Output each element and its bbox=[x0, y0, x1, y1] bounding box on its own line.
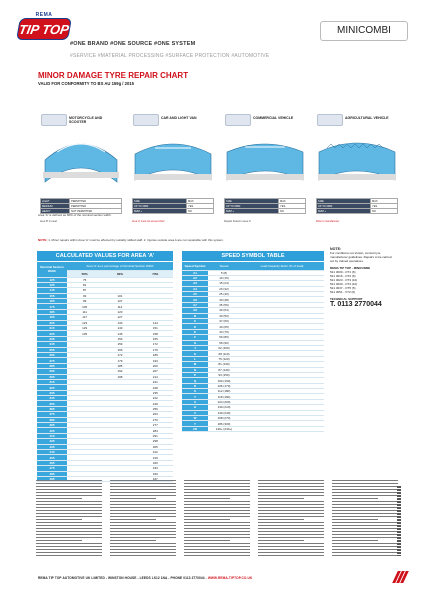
tyre-section-diagram bbox=[37, 130, 125, 194]
speed-table-row: Y 186 (300) bbox=[182, 421, 324, 426]
logo-brand-top: REMA bbox=[35, 12, 53, 18]
speed-table-title: SPEED SYMBOL TABLE bbox=[182, 251, 324, 261]
product-list bbox=[330, 270, 396, 294]
area-table-row: 205 123 133 144 bbox=[37, 320, 173, 325]
area-table-row: 465 326 bbox=[37, 460, 173, 465]
speed-table-row: H 130 (210) bbox=[182, 405, 324, 410]
area-table-row: 195 117 127 bbox=[37, 315, 173, 320]
area-table-row: 125 75 bbox=[37, 277, 173, 282]
speed-table-row: V 149 (240) bbox=[182, 410, 324, 415]
area-table-row: 345 242 bbox=[37, 396, 173, 401]
area-definition-note: Area 'A' is defined as 60% of the nominal section width. bbox=[38, 213, 112, 217]
speed-table-row: E 43 (70) bbox=[182, 329, 324, 334]
product-item: 521 3016 - OT2 (6) bbox=[330, 274, 356, 278]
panel-motorcycle bbox=[37, 92, 125, 242]
text-column bbox=[258, 480, 324, 560]
product-item: 521 3023 - OT3 (10) bbox=[330, 278, 358, 282]
speed-table-row: A2 10 (16) bbox=[182, 275, 324, 280]
speed-table-row: B 30 (50) bbox=[182, 313, 324, 318]
speed-table-row: R 106 (170) bbox=[182, 383, 324, 388]
area-table-row: 395 277 bbox=[37, 423, 173, 428]
area-table-row: 135 81 bbox=[37, 282, 173, 287]
product-item: 521 3009 - OT1 (6) bbox=[330, 270, 356, 274]
panel-agricultural bbox=[313, 92, 401, 242]
vertical-print-text bbox=[397, 486, 401, 556]
terms-text-columns bbox=[36, 480, 396, 560]
logo-badge: TIP TOP bbox=[16, 18, 72, 40]
area-table-row: 355 249 bbox=[37, 401, 173, 406]
product-item: 521 3030 - OT4 (10) bbox=[330, 282, 358, 286]
speed-table-row: A5 25 (40) bbox=[182, 292, 324, 297]
area-table-row: 185 111 120 bbox=[37, 309, 173, 314]
panel-table: SIZE MAX UP TO 6MM YES 6MM + NO bbox=[132, 198, 214, 214]
speed-table-row: A7 35 (56) bbox=[182, 302, 324, 307]
area-table-row: 335 235 bbox=[37, 390, 173, 395]
area-values-table: Nominal Section Width Area 'A' as a percentage of Nominal Section Width 50% 60% 70% 125 75 135 81 145 87 155 93 101 165 99 107 175 105 114 185 111 120 195 117 127 205 123 133 144 215 129 140 151 225 135 146 158 235 153 165 245 159 172 255 166 179 265 172 186 275 179 193 285 185 200 295 192 207 305 198 214 315 221 325 228 335 235 345 242 355 249 365 256 375 263 385 270 395 277 405 284 415 291 425 298 435 305 445 312 455 319 465 326 475 333 485 340 bbox=[37, 262, 173, 482]
area-table-row: 155 93 101 bbox=[37, 293, 173, 298]
speed-symbol-table: Speed Symbol Speed Load Capacity factor (% of load) A1 5 (8) A2 10 (16) A3 15 (24) A4 20 (32) A5 25 (40) A6 30 (48) A7 35 (56) A8 40 (64) B 30 (50) C 37 (60) D 40 (65) E 43 (70) F 50 (80) G 56 (90) J 62 (100) K 68 (110) L 75 (120) M 81 (130) N 87 (140) P 93 (150) Q 100 (160) R 106 (170) S 112 (180) T 118 (190) U 124 (200) H 130 (210) V 149 (240) W 168 (270) Y 186 (300) ZR 149+ (240+) bbox=[182, 262, 324, 432]
area-table-row: 175 105 114 bbox=[37, 304, 173, 309]
support-telephone: T. 0113 2770044 bbox=[330, 301, 382, 308]
area-table-row: 145 87 bbox=[37, 288, 173, 293]
speed-table-row: D 40 (65) bbox=[182, 324, 324, 329]
speed-table-row: C 37 (60) bbox=[182, 319, 324, 324]
text-column bbox=[332, 480, 398, 560]
area-table-row: 325 228 bbox=[37, 385, 173, 390]
brand-stripes-icon bbox=[394, 571, 404, 583]
area-table-row: 425 298 bbox=[37, 439, 173, 444]
area-table-row: 235 153 165 bbox=[37, 336, 173, 341]
speed-table-row: L 75 (120) bbox=[182, 356, 324, 361]
repair-notes: NOTE: 1. Minor repairs within Area 'A' must be effected by suitably skilled staff. 2. Injuries outside area A are not repairable with this system. bbox=[38, 238, 224, 242]
panel-note: Area 'B' in tread bbox=[40, 220, 57, 223]
area-table-row: 165 99 107 bbox=[37, 299, 173, 304]
speed-table-row: A8 40 (64) bbox=[182, 308, 324, 313]
panel-note: Repairs limited to area 'A' bbox=[224, 220, 252, 223]
tyre-section-diagram bbox=[313, 130, 401, 194]
speed-table-row: A6 30 (48) bbox=[182, 297, 324, 302]
chart-title: MINOR DAMAGE TYRE REPAIR CHART bbox=[38, 71, 189, 80]
panel-commercial bbox=[221, 92, 309, 242]
speed-table-row: ZR 149+ (240+) bbox=[182, 426, 324, 431]
panel-title: AGRICULTURAL VEHICLE bbox=[345, 116, 389, 120]
tagline: #ONE BRAND #ONE SOURCE #ONE SYSTEM bbox=[70, 41, 196, 47]
area-table-row: 275 179 193 bbox=[37, 358, 173, 363]
speed-table-row: P 93 (150) bbox=[182, 372, 324, 377]
car-icon bbox=[133, 114, 159, 126]
sub-tagline: #SERVICE #MATERIAL PROCESSING #SURFACE PROTECTION #AUTOMOTIVE bbox=[70, 53, 270, 59]
area-table-row: 245 159 172 bbox=[37, 342, 173, 347]
tyre-section-diagram bbox=[221, 130, 309, 194]
area-table-row: 255 166 179 bbox=[37, 347, 173, 352]
panel-title: CAR AND LIGHT VAN bbox=[161, 116, 197, 120]
motorcycle-icon bbox=[41, 114, 67, 126]
product-title: MINICOMBI bbox=[320, 21, 408, 41]
area-table-row: 385 270 bbox=[37, 417, 173, 422]
speed-table-row: W 168 (270) bbox=[182, 416, 324, 421]
area-table-row: 265 172 186 bbox=[37, 352, 173, 357]
area-table-row: 445 312 bbox=[37, 450, 173, 455]
area-table-title: CALCULATED VALUES FOR AREA 'A' bbox=[37, 251, 173, 261]
area-table-row: 475 333 bbox=[37, 466, 173, 471]
footer-address: REMA TIP TOP AUTOMOTIVE UK LIMITED - WINSTON HOUSE - LEEDS LS12 1NA - PHONE 0113 2770044 - WWW.REMA-TIPTOP.CO.UK bbox=[38, 576, 253, 580]
speed-table-row: N 87 (140) bbox=[182, 367, 324, 372]
area-table-row: 285 185 200 bbox=[37, 363, 173, 368]
speed-table-row: U 124 (200) bbox=[182, 399, 324, 404]
speed-table-row: T 118 (190) bbox=[182, 394, 324, 399]
speed-table-row: A3 15 (24) bbox=[182, 281, 324, 286]
chart-subtitle: VALID FOR CONFORMITY TO BS AU 159g / 2015 bbox=[38, 81, 134, 86]
panel-title: COMMERCIAL VEHICLE bbox=[253, 116, 294, 120]
speed-table-row: A4 20 (32) bbox=[182, 286, 324, 291]
speed-table-row: S 112 (180) bbox=[182, 389, 324, 394]
panel-car bbox=[129, 92, 217, 242]
speed-table-row: F 50 (80) bbox=[182, 335, 324, 340]
area-table-row: 455 319 bbox=[37, 455, 173, 460]
speed-table-row: M 81 (130) bbox=[182, 362, 324, 367]
product-item: 521 3037 - OT5 (5) bbox=[330, 286, 356, 290]
panel-note: Area 'A' must not exceed chart bbox=[132, 220, 165, 223]
area-table-row: 435 305 bbox=[37, 444, 173, 449]
text-column bbox=[110, 480, 176, 560]
speed-table-row: A1 5 (8) bbox=[182, 270, 324, 275]
panel-note: Refer to manufacturer bbox=[316, 220, 340, 223]
truck-icon bbox=[225, 114, 251, 126]
tyre-section-diagram bbox=[129, 130, 217, 194]
area-table-row: 295 192 207 bbox=[37, 369, 173, 374]
panel-title: MOTORCYCLE AND SCOOTER bbox=[69, 116, 103, 124]
area-table-row: 365 256 bbox=[37, 406, 173, 411]
speed-table-row: G 56 (90) bbox=[182, 340, 324, 345]
area-table-row: 375 263 bbox=[37, 412, 173, 417]
tractor-icon bbox=[317, 114, 343, 126]
side-info: NOTE: For conditions not shown, consult tyre manufacturer guidelines. Repairs to be carried out by trained operatives. REMA TIP TOP - MINICOMBI 521 3009 - OT1 (6) 521 3016 - OT2 (6) 521 3023 - OT3 (10) 521 3030 - OT4 (10) 521 3037 - OT5 (5) 521 3051 - VT2 (6) TECHNICAL SUPPORT T. 0113 2770044 bbox=[330, 247, 396, 307]
rema-tip-top-logo bbox=[18, 12, 70, 48]
text-column bbox=[184, 480, 250, 560]
product-item: 521 3051 - VT2 (6) bbox=[330, 290, 356, 294]
area-table-row: 225 135 146 158 bbox=[37, 331, 173, 336]
area-table-row: 405 284 bbox=[37, 428, 173, 433]
area-table-row: 315 221 bbox=[37, 379, 173, 384]
area-table-row: 215 129 140 151 bbox=[37, 326, 173, 331]
speed-table-row: J 62 (100) bbox=[182, 345, 324, 350]
speed-table-row: Q 100 (160) bbox=[182, 378, 324, 383]
area-table-row: 305 198 214 bbox=[37, 374, 173, 379]
panel-table: SIZE MAX UP TO 6MM YES 6MM + NO bbox=[224, 198, 306, 214]
area-table-row: 485 340 bbox=[37, 471, 173, 476]
panel-table: SIZE MAX UP TO 6MM YES 6MM + NO bbox=[316, 198, 398, 214]
panel-table: LIGHT PERMITTED MEDIUM PERMITTED HEAVY NOT PERMITTED bbox=[40, 198, 122, 214]
speed-table-row: K 68 (110) bbox=[182, 351, 324, 356]
text-column bbox=[36, 480, 102, 560]
area-table-row: 415 291 bbox=[37, 433, 173, 438]
